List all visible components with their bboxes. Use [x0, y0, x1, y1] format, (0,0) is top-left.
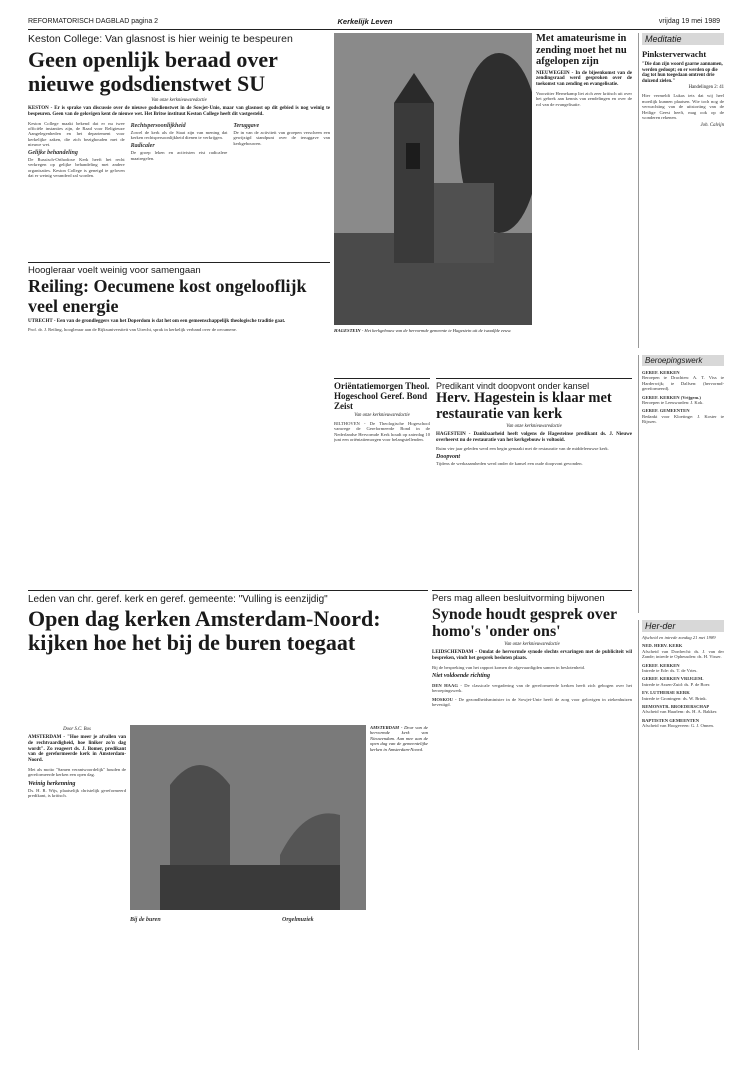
hagestein-byline: Van onze kerknieuwsredactie: [506, 424, 562, 429]
church-caption: HAGESTEIN - Het kerkgebouw van de hervormde gemeente te Hagestein uit de twaalfde eeuw.: [334, 328, 512, 333]
amsterdam-lower-col-1: [130, 915, 276, 924]
keston-body1: Keston College maakt bekend dat er nu twee officiële instanties zijn, de Raad voor Religieuze Aangelegenheden en het departement voor kerkelijke zaken, die zich bezighouden met de nieuwe wet.: [28, 120, 125, 148]
beroepingswerk-section-title: GEREF. KERKEN (Vrijgem.): [642, 394, 701, 400]
amsterdam-kicker: Leden van chr. geref. kerk en geref. gemeente: "Vulling is eenzijdig": [28, 594, 328, 605]
keston-sub1: Gelijke behandeling: [28, 149, 78, 156]
church-caption-text: Het kerkgebouw van de hervormde gemeente te Hagestein uit de twaalfde eeuw.: [364, 328, 512, 333]
meditatie-verse: "Die dan zijn woord gaarne aannamen, werden gedoopt; en er werden op die dag tot hun toegedaan omtrent drie duizend zielen.": [642, 62, 723, 84]
synode-byline: Van onze kerknieuwsredactie: [504, 642, 560, 647]
amsterdam-church-photo: [130, 725, 366, 910]
amateur-body: Voorzitter Hernekamp liet zich zeer kritisch uit over het gebrek aan kennis van zendelingen en over de rol van de evangelisatie.: [536, 90, 632, 107]
amsterdam-sub1: Weinig herkenning: [28, 780, 76, 787]
amsterdam-headline: Open dag kerken Amsterdam-Noord: kijken hoe het bij de buren toegaat: [28, 606, 381, 655]
amsterdam-caption: AMSTERDAM - Deur van de hervormde kerk van Nieuwendam. Aan mee aan de open dag van de gemeentelijke kerken in Amsterdam-Noord.: [370, 725, 428, 752]
herder-section-title: BAPTISTEN GEMEENTEN: [642, 717, 700, 723]
theology-kicker: Oriëntatiemorgen Theol. Hogeschool Geref. Bond Zeist: [334, 381, 430, 411]
herder-section-title: REMONSTR. BROEDERSCHAP: [642, 704, 710, 710]
herder-section-title: NED. HERV. KERK: [642, 643, 683, 649]
amsterdam-body2: Ds. H. R. Wijs, plaatselijk christelijk gereformeerd predikant, is kritisch.: [28, 787, 126, 799]
amsterdam-caption-text: Deur van de hervormde kerk van Nieuwendam. Aan mee aan de open dag van de gemeentelijke kerken in Amsterdam-Noord.: [370, 725, 428, 752]
beroepingswerk-section-1: [642, 370, 724, 392]
reiling-lead: UTRECHT - Een van de grondleggers van het Doperdom is dat het om een gemeenschappelijk theologische traditie gaat.: [28, 319, 286, 324]
theology-body: BILTHOVEN - De Theologische Hogeschool vanwege de Gereformeerde Bond in de Nederlandse Hervormde Kerk houdt op zaterdag 10 juni een oriëntatiemorgen voor belangstellenden.: [334, 421, 430, 443]
keston-sub2: Rechtspersoonlijkheid: [130, 122, 186, 129]
theology-byline: Van onze kerknieuwsredactie: [354, 413, 410, 418]
synode-headline: Synode houdt gesprek over homo's 'onder ons': [432, 606, 617, 640]
brief-moskou-label: MOSKOU: [432, 696, 453, 702]
header-section: Kerkelijk Leven: [337, 17, 393, 26]
herder-intro: Afscheid en intrede zondag 21 mei 1989: [642, 635, 716, 640]
hagestein-lead: HAGESTEIN - Dankbaarheid heeft volgens de Hagesteinse predikant ds. J. Nieuwe overheerst nu de restauratie van het kerkgebouw is voltooid.: [436, 432, 632, 443]
amsterdam-caption-label: AMSTERDAM: [370, 725, 400, 730]
keston-sub4: Radicaler: [130, 142, 155, 149]
synode-lead: LEIDSCHENDAM - Omdat de hervormde synode slechts ervaringen met de publiciteit wil bespreken, vindt het gesprek besloten plaats.: [432, 650, 632, 661]
beroepingswerk-section-text: Beroepen te Drachten: A. T. Viss te Harderwijk; te Dalfsen: (hervormd-gereformeerd).: [642, 375, 724, 392]
herder-section-title: GEREF. KERKEN VRIJGEM.: [642, 676, 704, 682]
synode-sub: Niet voldoende richting: [432, 673, 490, 679]
church-caption-label: HAGESTEIN: [334, 328, 361, 333]
theology-article: [334, 378, 430, 589]
beroepingswerk-section-text: Beroepen te Leeuwarden: J. Kok.: [642, 400, 704, 406]
hagestein-church-photo: [334, 33, 532, 325]
hagestein-body: Ruim vier jaar geleden werd een begin gemaakt met de restauratie van de middeleeuwse kerk.: [436, 445, 609, 451]
amsterdam-body: [28, 725, 126, 1055]
meditatie-headline: Pinksterverwacht: [642, 49, 707, 59]
beroepingswerk-section-2: [642, 395, 724, 406]
keston-body5: De groep leken en activisten eist radicalere maatregelen.: [130, 150, 228, 161]
amsterdam-lower-col-2: [282, 915, 428, 924]
brief-den-haag-text: De classicale vergadering van de gereformeerde kerken heeft zich gebogen over het beroepingswerk.: [432, 683, 632, 694]
keston-columns: [28, 121, 330, 181]
beroepingswerk-section-title: GEREF. GEMEENTEN: [642, 408, 690, 414]
keston-body2: De Russisch-Orthodoxe Kerk heeft het recht verkregen op gelijke behandeling met andere organisaties. Keston College is geneigd te geloven dat er weinig veranderd zal worden.: [28, 157, 125, 179]
reiling-kicker: Hoogleraar voelt weinig voor samengaan: [28, 265, 201, 276]
hagestein-headline: Herv. Hagestein is klaar met restauratie van kerk: [436, 390, 612, 422]
amsterdam-body-text: Met als motto "Samen verantwoordelijk" houden de gereformeerde kerken een open dag.: [28, 766, 126, 778]
beroepingswerk-section-title: GEREF. KERKEN: [642, 370, 680, 375]
keston-kicker: Keston College: Van glasnost is hier weinig te bespeuren: [28, 33, 293, 45]
keston-lead: KESTON - Er is sprake van discussie over de nieuwe godsdienstwet in de Sowjet-Unie, maar van glasnost op dit gebied is nog weinig te bespeuren. Geen van de gelovigen kent de nieuwe wet. Het Britse instituut Keston College heeft dit vastgesteld.: [28, 106, 330, 117]
meditatie-author: Joh. Calvijn: [700, 123, 724, 129]
herder-section-4: [642, 690, 724, 701]
hagestein-body2: Tijdens de werkzaamheden werd onder de kansel een oude doopvont gevonden.: [436, 461, 583, 466]
hagestein-kicker: Predikant vindt doopvont onder kansel: [436, 381, 590, 391]
amsterdam-lower-columns: [130, 915, 428, 924]
brief-moskou: MOSKOU - De gezondheidsminister in de Sowjet-Unie heeft de zorg voor gelovigen in ziekenhuizen bevestigd.: [432, 696, 632, 708]
amsterdam-banner: [28, 590, 428, 723]
herder-section-text: Intrede te Groningen: ds. W. Brink.: [642, 695, 707, 701]
keston-headline: Geen openlijk beraad over nieuwe godsdienstwet SU: [28, 47, 278, 96]
herder-section-title: EV. LUTHERSE KERK: [642, 690, 690, 696]
brief-den-haag-label: DEN HAAG: [432, 683, 458, 688]
keston-sub3: Teruggave: [233, 122, 260, 129]
keston-col-1: [28, 121, 125, 181]
keston-col-2: [131, 121, 228, 181]
hagestein-article: [436, 378, 632, 589]
amateur-headline: Met amateurisme in zending moet het nu afgelopen zijn: [536, 33, 627, 67]
synode-kicker: Pers mag alleen besluitvorming bijwonen: [432, 593, 605, 604]
herder-title: Her-der: [642, 620, 724, 632]
hagestein-sub: Doopvont: [436, 454, 460, 460]
herder-section-text: Afscheid van Haarlem: ds. H. A. Bakker.: [642, 709, 718, 715]
meditatie-title: Meditatie: [642, 33, 724, 45]
synode-article: [432, 590, 632, 1058]
herder-section-5: [642, 704, 724, 715]
amsterdam-lower: [130, 915, 428, 1055]
herder-section-2: [642, 663, 724, 674]
herder-section-6: [642, 718, 724, 729]
amsterdam-interior-illustration: [130, 725, 366, 910]
meditatie-body: Hier vermeldt Lukas iets dat wij heel moeilijk kunnen plaatsen. Wie toch nog de verwachting van de uitstorting van de Heilige Geest heeft, mag ook op de wonderen rekenen.: [642, 93, 724, 120]
reiling-article: [28, 262, 330, 389]
amsterdam-byline: Door S.C. Bos: [63, 727, 91, 732]
meditatie-ref: Handelingen 2: 41: [688, 85, 724, 91]
brief-den-haag: DEN HAAG - De classicale vergadering van de gereformeerde kerken heeft zich gebogen over het beroepingswerk.: [432, 683, 632, 694]
keston-col-3: [233, 121, 330, 181]
beroepingswerk-column: [638, 355, 724, 613]
herder-section-title: GEREF. KERKEN: [642, 662, 680, 668]
herder-column: [638, 620, 724, 1050]
beroepingswerk-title: Beroepingswerk: [642, 355, 724, 366]
keston-body4: De in van de activiteit van groepen verscheen een gewijzigd standpunt over de teruggave van kerkgebouwen.: [233, 130, 330, 146]
church-illustration: [334, 33, 532, 325]
amsterdam-sub3: Orgelmuziek: [282, 917, 314, 923]
herder-section-text: Intrede te Ede: ds. T. de Vries.: [642, 668, 698, 674]
brief-moskou-text: De gezondheidsminister in de Sowjet-Unie heeft de zorg voor gelovigen in ziekenhuizen bevestigd.: [432, 696, 632, 708]
herder-section-1: [642, 643, 724, 659]
header-date: vrijdag 19 mei 1989: [658, 18, 720, 25]
herder-section-text: Afscheid van Dordrecht: ds. J. van der Zande; intrede te Opheusden: ds. H. Visser.: [642, 648, 724, 660]
amsterdam-sub2: Bij de buren: [130, 917, 161, 923]
herder-section-text: Afscheid van Hoogeveen: G. J. Onnen.: [642, 723, 714, 729]
herder-section-text: Intrede te Assen-Zuid: ds. P. de Boer.: [642, 681, 711, 687]
reiling-headline: Reiling: Oecumene kost ongelooflijk veel energie: [28, 276, 307, 316]
beroepingswerk-section-text: Bedankt voor Kloetinge: J. Koster te Rijssen.: [642, 413, 724, 425]
amsterdam-lead: AMSTERDAM - "Hoe meer je afvallen van de rechtvaardigheid, hoe liniker zo'n dag wordt". Zo reageert ds. J. Bomer, predikant van de gereformeerde kerk in Amsterdam-Noord.: [28, 735, 126, 764]
beroepingswerk-section-3: [642, 408, 724, 424]
keston-article: [28, 33, 330, 257]
synode-body: Bij de bespreking van het rapport komen de afgevaardigden samen in beslotenheid.: [432, 664, 586, 670]
amateur-lead: NIEUWEGEIN - In de bijeenkomst van de zendingsraad werd gesproken over de toekomst van zending en evangelisatie.: [536, 70, 632, 88]
reiling-body: Prof. dr. J. Reiling, hoogleraar aan de Rijksuniversiteit van Utrecht, sprak in kerkelijk verband over de oecumene.: [28, 326, 237, 332]
amateur-article: [536, 33, 632, 373]
header-rule: [28, 29, 720, 30]
keston-body3: Zowel de kerk als de Staat zijn van mening dat kerken rechtspersoonlijkheid dienen te verkrijgen.: [130, 130, 228, 141]
meditatie-column: [638, 33, 724, 348]
herder-section-3: [642, 676, 724, 687]
header-left: REFORMATORISCH DAGBLAD pagina 2: [28, 18, 159, 25]
keston-byline: Van onze kerknieuwsredactie: [151, 98, 207, 103]
